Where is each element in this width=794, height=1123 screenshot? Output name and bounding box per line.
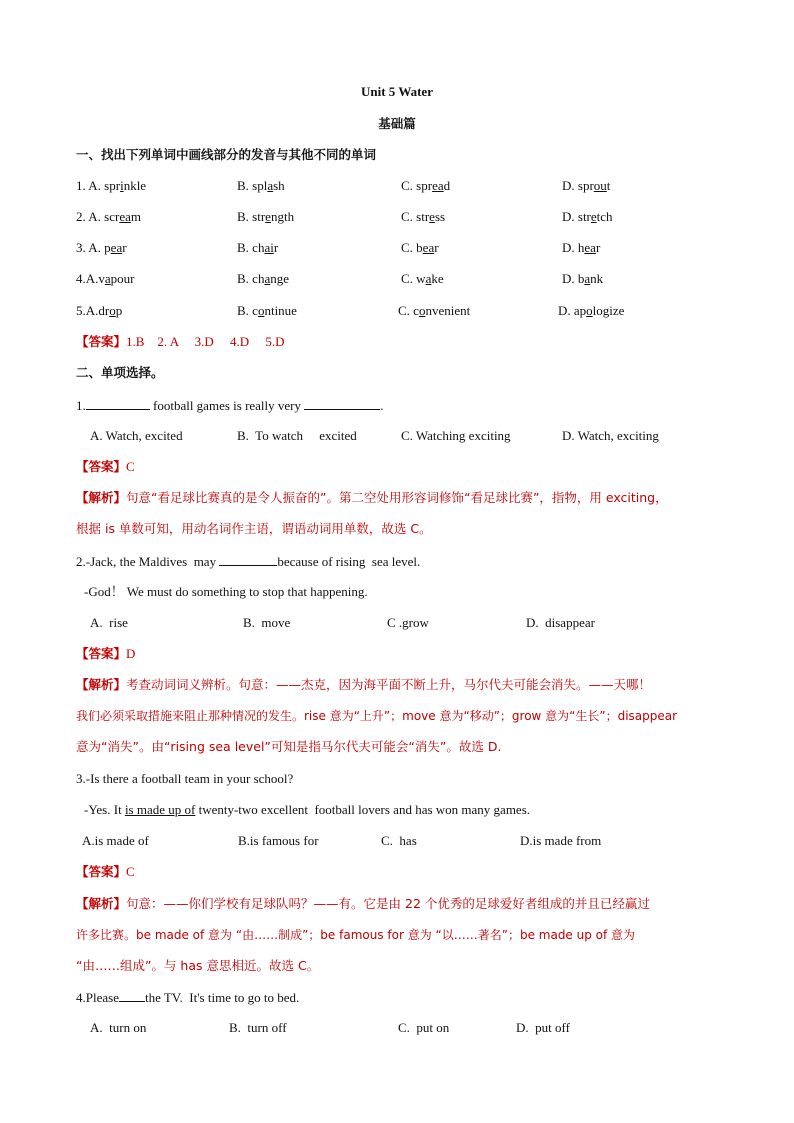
word-part: B. spl <box>237 178 268 193</box>
blank <box>304 397 380 410</box>
word-part: B. ch <box>237 240 265 255</box>
word-part: p <box>104 240 111 255</box>
word-part: nkle <box>123 178 147 193</box>
section1-heading: 一、找出下列单词中画线部分的发音与其他不同的单词 <box>76 147 377 162</box>
q2-stem <box>76 553 420 570</box>
question-number: 4.A. <box>76 271 99 286</box>
section1-q4-option-a <box>76 271 135 287</box>
answer-value: 1.B 2. A 3.D 4.D 5.D <box>126 334 285 349</box>
word-part: C. c <box>398 303 419 318</box>
word-part: C. w <box>401 271 426 286</box>
underlined-letters: e <box>590 209 597 224</box>
word-part: C. spr <box>401 178 433 193</box>
word-part: nge <box>270 271 290 286</box>
underlined-letters: a <box>425 271 432 286</box>
section2-heading: 二、单项选择。 <box>76 365 164 380</box>
word-part: nk <box>590 271 604 286</box>
underlined-letters: ou <box>593 178 607 193</box>
word-part: r <box>273 240 279 255</box>
answer-tag: 【答案】 <box>76 646 127 661</box>
section1-q2-option-b <box>237 209 294 225</box>
q4-text-end: the TV. It's time to go to bed. <box>144 990 300 1005</box>
word-part: ngth <box>270 209 295 224</box>
word-part: nvenient <box>425 303 471 318</box>
q2-text: 2.-Jack, the Maldives may <box>76 554 220 569</box>
q1-option-d: D. Watch, exciting <box>562 428 659 443</box>
q3-option-d: D.is made from <box>520 833 602 848</box>
word-part: tch <box>596 209 613 224</box>
analysis-text: 句意“看足球比赛真的是令人振奋的”。第二空处用形容词修饰“看足球比赛”，指物，用 exciting， <box>126 490 668 505</box>
underlined-letters: ea <box>432 178 444 193</box>
underlined-letters: a <box>584 271 591 286</box>
q2-analysis-line2: 我们必须采取措施来阻止那种情况的发生。rise 意为“上升”；move 意为“移动”；grow 意为“生长”；disappear <box>76 709 678 723</box>
q2-text-end: because of rising sea level. <box>277 554 421 569</box>
answer-tag: 【答案】 <box>76 864 127 879</box>
q2-analysis-line3: 意为“消失”。由“rising sea level”可知是指马尔代夫可能会“消失”。故选 D. <box>76 739 502 754</box>
q2-option-a: A. rise <box>90 615 128 630</box>
word-part: D. ap <box>558 303 587 318</box>
q2-option-b: B. move <box>243 615 291 630</box>
question-number: 5.A. <box>76 303 99 318</box>
answer-tag: 【答案】 <box>76 459 127 474</box>
word-part: B. ch <box>237 271 265 286</box>
section1-q3-option-a <box>76 240 127 256</box>
q2-option-c: C .grow <box>387 615 429 630</box>
underlined-letters: o <box>418 303 426 318</box>
section1-q5-option-d <box>558 303 624 319</box>
word-part: pour <box>110 271 135 286</box>
answer-value: D <box>126 646 136 661</box>
section1-q1-option-a <box>76 178 146 194</box>
section1-q3-option-c <box>401 240 439 256</box>
word-part: scr <box>104 209 120 224</box>
q2-line2: -God！ We must do something to stop that happening. <box>84 584 368 599</box>
word-part: ntinue <box>264 303 297 318</box>
answer-value: C <box>126 864 135 879</box>
word-part: D. spr <box>562 178 594 193</box>
q3-underlined: is made up of <box>124 802 196 817</box>
section1-q4-option-b <box>237 271 289 287</box>
word-part: r <box>122 240 127 255</box>
q4-text: 4.Please <box>76 990 119 1005</box>
section1-q4-option-c <box>401 271 444 287</box>
underlined-letters: ea <box>422 240 435 255</box>
analysis-tag: 【解析】 <box>76 896 127 911</box>
word-part: logize <box>592 303 625 318</box>
q2-answer <box>76 646 135 662</box>
q3-stem: 3.-Is there a football team in your school? <box>76 771 294 786</box>
q3-analysis-line2: 许多比赛。be made of 意为 “由……制成”；be famous for 意为 “以……著名”；be made up of 意为 <box>76 928 636 942</box>
word-part: ss <box>434 209 446 224</box>
word-part: D. h <box>562 240 585 255</box>
word-part: r <box>434 240 439 255</box>
word-part: C. str <box>401 209 430 224</box>
underlined-letters: a <box>104 271 111 286</box>
q1-number: 1. <box>76 398 86 413</box>
section1-q2-option-c <box>401 209 445 225</box>
question-number: 3. A. <box>76 240 101 255</box>
analysis-text: 考查动词词义辨析。句意：——杰克，因为海平面不断上升，马尔代夫可能会消失。——天哪！ <box>126 677 652 692</box>
word-part: v <box>98 271 105 286</box>
underlined-letters: o <box>257 303 265 318</box>
word-part: p <box>115 303 123 318</box>
underlined-letters: a <box>267 178 274 193</box>
section1-q5-option-b <box>237 303 297 319</box>
q1-end: . <box>380 398 384 413</box>
word-part: B. str <box>237 209 266 224</box>
section1-q3-option-b <box>237 240 278 256</box>
word-part: dr <box>98 303 110 318</box>
underlined-letters: ai <box>264 240 274 255</box>
word-part: m <box>130 209 142 224</box>
q3-answer <box>76 864 135 880</box>
word-part: C. b <box>401 240 423 255</box>
section1-q2-option-a <box>76 209 141 225</box>
doc-title: Unit 5 Water <box>361 84 433 99</box>
section1-q3-option-d <box>562 240 600 256</box>
word-part: B. c <box>237 303 258 318</box>
section1-q5-option-c <box>398 303 470 319</box>
q4-option-c: C. put on <box>398 1020 450 1035</box>
underlined-letters: ea <box>110 240 123 255</box>
q4-option-b: B. turn off <box>229 1020 287 1035</box>
underlined-letters: o <box>109 303 116 318</box>
section1-q5-option-a <box>76 303 122 319</box>
analysis-tag: 【解析】 <box>76 677 127 692</box>
q4-stem <box>76 989 299 1006</box>
underlined-letters: o <box>586 303 593 318</box>
blank <box>219 553 277 566</box>
q4-option-a: A. turn on <box>90 1020 147 1035</box>
analysis-tag: 【解析】 <box>76 490 127 505</box>
section1-q1-option-d <box>562 178 610 194</box>
word-part: spr <box>104 178 121 193</box>
q1-stem <box>76 397 384 414</box>
word-part: t <box>606 178 611 193</box>
answer-value: C <box>126 459 135 474</box>
section1-answer <box>76 334 285 350</box>
section1-q1-option-c <box>401 178 450 194</box>
word-part: r <box>595 240 601 255</box>
answer-tag: 【答案】 <box>76 334 127 349</box>
underlined-letters: i <box>120 178 124 193</box>
section1-q2-option-d <box>562 209 613 225</box>
q1-option-b: B. To watch excited <box>237 428 357 443</box>
word-part: ke <box>431 271 444 286</box>
blank <box>119 989 145 1002</box>
q3-analysis-line3: “由……组成”。与 has 意思相近。故选 C。 <box>76 958 320 973</box>
doc-subtitle: 基础篇 <box>378 116 416 131</box>
q1-option-a: A. Watch, excited <box>90 428 183 443</box>
question-number: 2. A. <box>76 209 101 224</box>
q3-line2 <box>84 802 530 818</box>
q1-answer <box>76 459 135 475</box>
word-part: d <box>443 178 451 193</box>
section1-q4-option-d <box>562 271 603 287</box>
q2-analysis-line1 <box>76 677 651 693</box>
q3-analysis-line1 <box>76 896 650 912</box>
q1-text: football games is really very <box>149 398 305 413</box>
word-part: D. str <box>562 209 591 224</box>
word-part: sh <box>273 178 285 193</box>
analysis-text: 句意：——你们学校有足球队吗？——有。它是由 22 个优秀的足球爱好者组成的并且已经赢过 <box>126 896 650 911</box>
q3-option-a: A.is made of <box>82 833 149 848</box>
underlined-letters: a <box>264 271 271 286</box>
q3-text: -Yes. It <box>84 802 125 817</box>
q3-text-end: twenty-two excellent football lovers and has won many games. <box>195 802 531 817</box>
q1-option-c: C. Watching exciting <box>401 428 511 443</box>
word-part: D. b <box>562 271 585 286</box>
q1-analysis-line2: 根据 is 单数可知，用动名词作主语，谓语动词用单数，故选 C。 <box>76 521 432 536</box>
blank <box>86 397 150 410</box>
underlined-letters: ea <box>584 240 596 255</box>
q3-option-b: B.is famous for <box>238 833 319 848</box>
underlined-letters: e <box>429 209 435 224</box>
q4-option-d: D. put off <box>516 1020 570 1035</box>
q2-option-d: D. disappear <box>526 615 595 630</box>
underlined-letters: e <box>265 209 271 224</box>
section1-q1-option-b <box>237 178 285 194</box>
question-number: 1. A. <box>76 178 101 193</box>
q1-analysis-line1 <box>76 490 668 506</box>
q3-option-c: C. has <box>381 833 417 848</box>
underlined-letters: ea <box>119 209 131 224</box>
